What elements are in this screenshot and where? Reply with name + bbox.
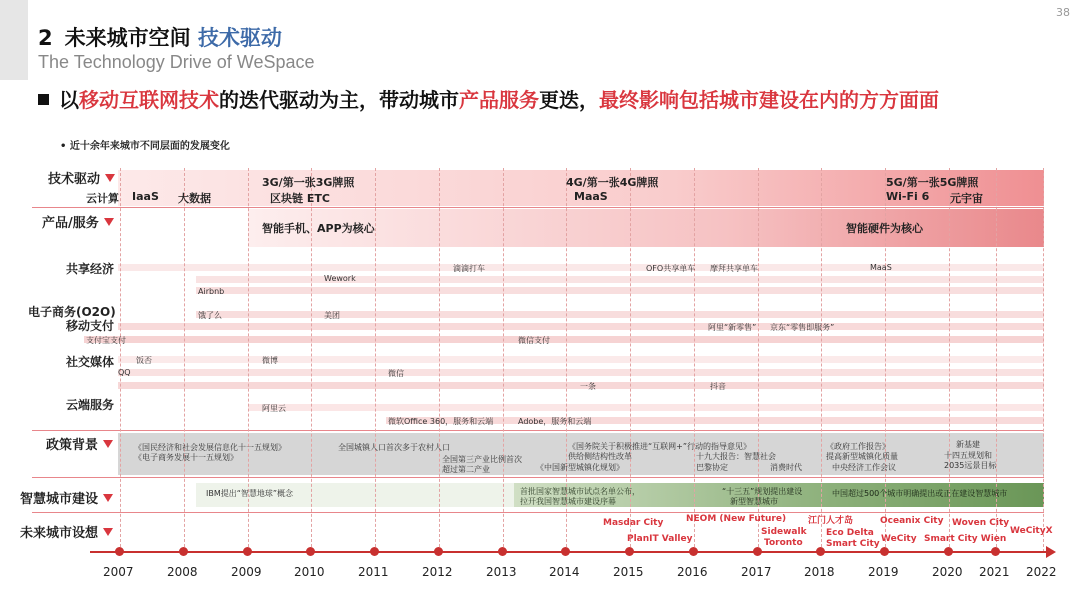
future-city-label: Woven City [952, 518, 1010, 528]
ecommerce-bar [118, 323, 1044, 330]
policy-label: 消费时代 [770, 463, 802, 472]
category-future-city: 未来城市设想 [20, 522, 113, 541]
title-highlight: 技术驱动 [197, 26, 282, 50]
policy-label: 《中国新型城镇化规划》 [536, 463, 624, 472]
arrow-right-icon [1046, 546, 1056, 558]
tech-label: 5G/第一张5G牌照 [886, 176, 979, 189]
category-mobile-pay: 移动支付 [66, 319, 115, 333]
category-tech: 技术驱动 [48, 168, 115, 187]
year-label: 2007 [103, 565, 134, 579]
policy-label: 《政府工作报告》 [826, 442, 890, 451]
payment-label: 微信支付 [518, 336, 550, 345]
cloud-label: 阿里云 [262, 404, 286, 413]
gridline [439, 168, 440, 552]
social-label: 一条 [580, 382, 596, 391]
future-city-label: PlanIT Valley [627, 534, 693, 544]
year-label: 2017 [741, 565, 772, 579]
smart-city-label: “十三五”规划提出建设 [722, 487, 803, 496]
policy-label: 《国务院关于积极推进“互联网+”行动的指导意见》 [568, 442, 751, 451]
tech-label: Wi-Fi 6 [886, 190, 930, 203]
smart-city-label: 首批国家智慧城市试点名单公布， [520, 487, 640, 496]
timeline-dot [991, 547, 1000, 556]
policy-label: 十四五规划和 [944, 451, 992, 460]
category-ecommerce: 电子商务(O2O) [28, 305, 116, 319]
product-label: 智能硬件为核心 [846, 222, 923, 235]
timeline-dot [306, 547, 315, 556]
gridline [1043, 168, 1044, 552]
cloud-label: 微软Office 360，服务和云端 [388, 417, 494, 426]
policy-label: 《电子商务发展十一五规划》 [134, 453, 238, 462]
timeline-dot [498, 547, 507, 556]
timeline-dot [179, 547, 188, 556]
sharing-label: OFO共享单车 [646, 264, 696, 273]
policy-label: 2035远景目标 [944, 461, 997, 470]
year-label: 2014 [549, 565, 580, 579]
timeline-dot [370, 547, 379, 556]
timeline-dot [561, 547, 570, 556]
ecommerce-label: 京东“零售即服务” [770, 323, 835, 332]
tech-label: 4G/第一张4G牌照 [566, 176, 659, 189]
category-social: 社交媒体 [66, 355, 115, 369]
social-label: QQ [118, 368, 131, 377]
policy-label: 提高新型城镇化质量 [826, 452, 898, 461]
sharing-label: MaaS [870, 263, 892, 272]
policy-label: 新基建 [956, 440, 980, 449]
square-bullet-icon [38, 94, 49, 105]
gridline [375, 168, 376, 552]
social-label: 微信 [388, 369, 404, 378]
tech-label: 大数据 [178, 192, 211, 205]
future-city-label: Masdar City [603, 518, 664, 528]
year-label: 2018 [804, 565, 835, 579]
payment-bar [84, 336, 1044, 343]
cloud-label: Adobe，服务和云端 [518, 417, 592, 426]
year-label: 2020 [932, 565, 963, 579]
timeline-dot [944, 547, 953, 556]
year-label: 2019 [868, 565, 899, 579]
category-sharing: 共享经济 [66, 262, 115, 276]
timeline-dot [689, 547, 698, 556]
year-label: 2022 [1026, 565, 1057, 579]
page-number: 38 [1056, 6, 1070, 19]
page-title [38, 22, 282, 52]
ecommerce-label: 阿里“新零售” [708, 323, 757, 332]
timeline-dot [115, 547, 124, 556]
sharing-label: 摩拜共享单车 [710, 264, 758, 273]
tech-label: IaaS [132, 190, 159, 203]
smart-city-label: 新型智慧城市 [730, 497, 778, 506]
year-label: 2013 [486, 565, 517, 579]
smart-city-label: IBM提出“智慧地球”概念 [206, 489, 294, 498]
ecommerce-label: 美团 [324, 311, 340, 320]
future-city-label: Eco Delta [826, 528, 874, 538]
section-number: 2 [38, 26, 53, 50]
timeline-dot [880, 547, 889, 556]
future-city-label: Smart City Wien [924, 534, 1007, 544]
triangle-down-icon [103, 528, 113, 536]
headline: 以移动互联网技术的迭代驱动为主，带动城市产品服务更迭，最终影响包括城市建设在内的方方面面 [38, 84, 939, 113]
social-label: 饭否 [136, 356, 152, 365]
sharing-label: Wework [324, 274, 356, 283]
tech-label: 区块链 ETC [270, 192, 330, 205]
category-smart-city: 智慧城市建设 [20, 488, 113, 507]
year-label: 2012 [422, 565, 453, 579]
future-city-label: 江门人才岛 [808, 516, 854, 526]
category-cloud: 云端服务 [66, 398, 115, 412]
policy-label: 巴黎协定 [696, 463, 728, 472]
timeline-axis [90, 551, 1050, 553]
social-bar [118, 369, 1044, 376]
year-label: 2016 [677, 565, 708, 579]
year-label: 2021 [979, 565, 1010, 579]
category-product: 产品/服务 [42, 212, 114, 231]
future-city-label: WeCityX [1010, 526, 1053, 536]
corner-decoration [0, 0, 28, 80]
future-city-label: Oceanix City [880, 516, 944, 526]
sharing-bar [118, 264, 1044, 271]
social-label: 抖音 [710, 382, 726, 391]
page-subtitle: The Technology Drive of WeSpace [38, 52, 315, 72]
timeline-dot [816, 547, 825, 556]
policy-label: 《国民经济和社会发展信息化十一五规划》 [134, 443, 286, 452]
year-label: 2010 [294, 565, 325, 579]
ecommerce-label: 饿了么 [198, 311, 222, 320]
policy-label: 全国第三产业比例首次 [442, 455, 522, 464]
social-label: 微博 [262, 356, 278, 365]
product-label: 智能手机、APP为核心 [262, 222, 375, 235]
smart-city-label: 拉开我国智慧城市建设序幕 [520, 497, 616, 506]
future-city-label: Sidewalk [761, 527, 807, 537]
tech-label: 云计算 [86, 192, 119, 205]
gridline [821, 168, 822, 552]
triangle-down-icon [103, 440, 113, 448]
future-city-label: Toronto [764, 538, 803, 548]
tech-label: 3G/第一张3G牌照 [262, 176, 355, 189]
section-note: • 近十余年来城市不同层面的发展变化 [60, 141, 230, 152]
gridline [694, 168, 695, 552]
policy-label: 供给侧结构性改革 [568, 452, 632, 461]
gridline [184, 168, 185, 552]
triangle-down-icon [103, 494, 113, 502]
sharing-label: Airbnb [198, 287, 225, 296]
sharing-bar [196, 287, 1044, 294]
payment-label: 支付宝支付 [86, 336, 126, 345]
social-bar [118, 356, 1044, 363]
year-label: 2008 [167, 565, 198, 579]
timeline-dot [243, 547, 252, 556]
sharing-label: 滴滴打车 [453, 264, 485, 273]
year-label: 2015 [613, 565, 644, 579]
triangle-down-icon [105, 174, 115, 182]
smart-city-label: 中国超过500个城市明确提出或正在建设智慧城市 [832, 489, 1008, 498]
tech-label: MaaS [574, 190, 608, 203]
category-policy: 政策背景 [46, 434, 113, 453]
future-city-label: NEOM (New Future) [686, 514, 787, 524]
tech-label: 元宇宙 [950, 192, 983, 205]
gridline [120, 168, 121, 552]
timeline-dot [625, 547, 634, 556]
gridline [503, 168, 504, 552]
policy-label: 十九大报告：智慧社会 [696, 452, 776, 461]
policy-label: 超过第二产业 [442, 465, 490, 474]
timeline-dot [434, 547, 443, 556]
cloud-bar [248, 404, 1044, 411]
title-main: 未来城市空间 [64, 26, 191, 50]
future-city-label: Smart City [826, 539, 880, 549]
year-label: 2011 [358, 565, 389, 579]
year-label: 2009 [231, 565, 262, 579]
timeline-dot [753, 547, 762, 556]
future-city-label: WeCity [881, 534, 917, 544]
policy-label: 全国城镇人口首次多于农村人口 [338, 443, 450, 452]
triangle-down-icon [104, 218, 114, 226]
policy-label: 中央经济工作会议 [832, 463, 896, 472]
